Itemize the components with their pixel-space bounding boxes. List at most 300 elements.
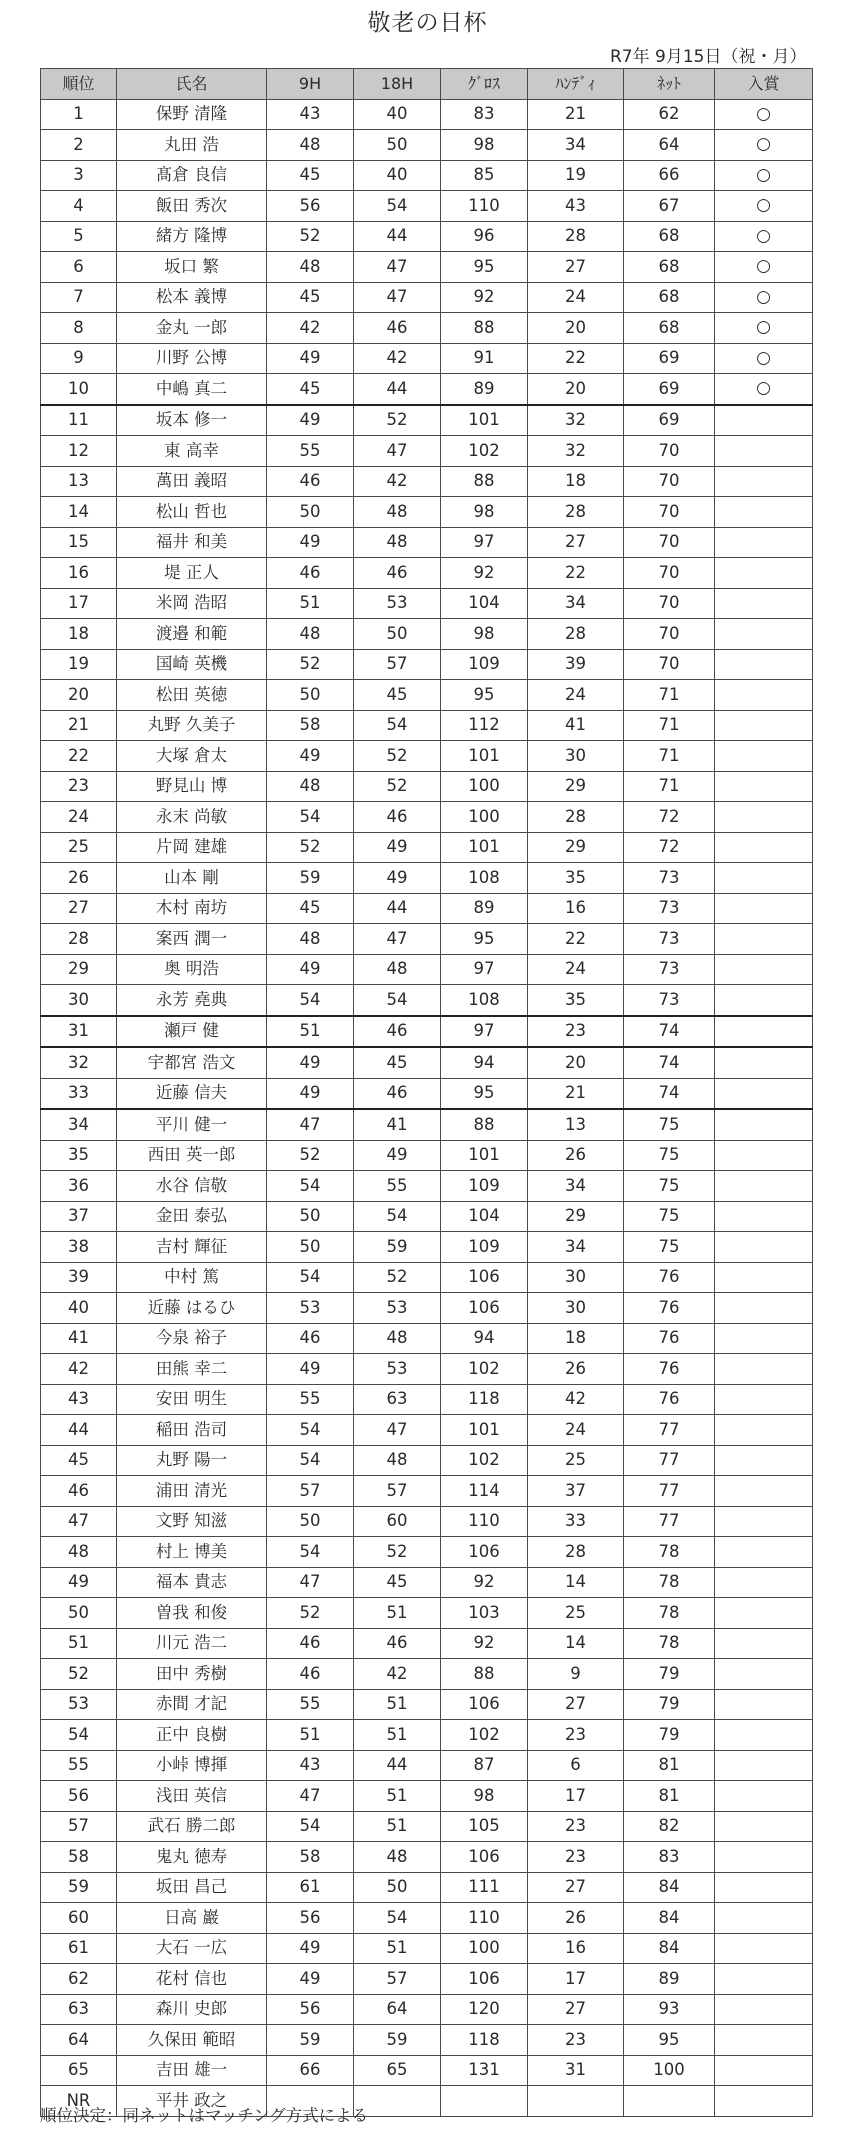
cell-handicap: 28 [528,802,624,833]
cell-name: 山本 剛 [117,863,267,894]
cell-rank: 33 [41,1078,117,1109]
table-row [41,497,813,528]
cell-gross: 95 [441,680,528,711]
cell-18h: 42 [354,1659,441,1690]
cell-18h: 45 [354,1047,441,1078]
cell-net: 71 [624,741,715,772]
cell-rank: 63 [41,1994,117,2025]
cell-18h: 40 [354,160,441,191]
cell-prize: ○ [715,252,813,283]
cell-name: 西田 英一郎 [117,1140,267,1171]
cell-18h: 44 [354,1750,441,1781]
cell-rank: 49 [41,1567,117,1598]
cell-9h: 45 [267,374,354,405]
cell-prize [715,588,813,619]
cell-gross: 112 [441,710,528,741]
cell-9h: 55 [267,436,354,467]
cell-18h: 60 [354,1506,441,1537]
cell-prize [715,1842,813,1873]
cell-name: 川元 浩二 [117,1628,267,1659]
cell-gross: 92 [441,282,528,313]
cell-net: 70 [624,558,715,589]
cell-gross: 101 [441,405,528,436]
cell-rank: 35 [41,1140,117,1171]
cell-gross: 94 [441,1323,528,1354]
cell-rank: NR [41,2086,117,2117]
cell-handicap: 28 [528,619,624,650]
cell-name: 福井 和美 [117,527,267,558]
cell-net: 70 [624,497,715,528]
cell-18h: 48 [354,1323,441,1354]
cell-gross: 106 [441,1842,528,1873]
table-row [41,1537,813,1568]
cell-name: 金田 泰弘 [117,1201,267,1232]
cell-net: 95 [624,2025,715,2056]
cell-name: 平川 健一 [117,1109,267,1140]
cell-name: 曽我 和俊 [117,1598,267,1629]
cell-net: 68 [624,252,715,283]
cell-9h: 47 [267,1567,354,1598]
table-row [41,954,813,985]
cell-handicap: 30 [528,1262,624,1293]
table-row [41,1171,813,1202]
cell-net: 69 [624,374,715,405]
cell-rank: 5 [41,221,117,252]
cell-handicap: 39 [528,649,624,680]
cell-name: 浦田 清光 [117,1476,267,1507]
cell-18h: 44 [354,221,441,252]
cell-name: 大塚 倉太 [117,741,267,772]
cell-gross: 97 [441,1016,528,1048]
cell-gross: 109 [441,1232,528,1263]
cell-gross: 92 [441,1628,528,1659]
cell-9h: 55 [267,1384,354,1415]
table-row [41,924,813,955]
table-header-row [41,69,813,100]
cell-18h: 54 [354,1201,441,1232]
cell-9h: 57 [267,1476,354,1507]
cell-handicap: 20 [528,1047,624,1078]
table-row [41,343,813,374]
table-row [41,1109,813,1140]
cell-9h: 43 [267,99,354,130]
cell-18h: 47 [354,282,441,313]
cell-handicap: 34 [528,1232,624,1263]
cell-net: 69 [624,343,715,374]
cell-gross: 101 [441,1140,528,1171]
table-row [41,252,813,283]
cell-18h: 52 [354,1537,441,1568]
cell-gross: 88 [441,313,528,344]
cell-9h: 49 [267,1354,354,1385]
cell-prize [715,1811,813,1842]
cell-net: 75 [624,1232,715,1263]
cell-prize [715,527,813,558]
cell-handicap: 23 [528,2025,624,2056]
cell-prize: ○ [715,282,813,313]
table-row [41,130,813,161]
cell-prize: ○ [715,130,813,161]
cell-18h: 42 [354,343,441,374]
cell-9h: 54 [267,1262,354,1293]
cell-net: 73 [624,985,715,1016]
cell-gross: 100 [441,802,528,833]
header-9h: 9H [267,69,354,100]
cell-net: 74 [624,1047,715,1078]
cell-net: 79 [624,1689,715,1720]
table-row [41,1994,813,2025]
cell-18h: 53 [354,1354,441,1385]
cell-handicap: 27 [528,527,624,558]
cell-name: 金丸 一郎 [117,313,267,344]
cell-18h: 54 [354,710,441,741]
cell-9h: 54 [267,1415,354,1446]
cell-rank: 34 [41,1109,117,1140]
cell-rank: 11 [41,405,117,436]
cell-gross: 104 [441,1201,528,1232]
cell-name: 永芳 堯典 [117,985,267,1016]
cell-prize [715,405,813,436]
cell-name: 田中 秀樹 [117,1659,267,1690]
cell-net: 72 [624,832,715,863]
cell-net [624,2086,715,2117]
cell-18h: 57 [354,1476,441,1507]
table-row [41,680,813,711]
table-row [41,1078,813,1109]
cell-net: 84 [624,1903,715,1934]
cell-18h: 64 [354,1994,441,2025]
cell-rank: 32 [41,1047,117,1078]
cell-prize [715,1445,813,1476]
cell-handicap: 17 [528,1964,624,1995]
cell-net: 68 [624,313,715,344]
cell-18h: 50 [354,1872,441,1903]
cell-9h: 52 [267,649,354,680]
cell-gross: 98 [441,619,528,650]
cell-net: 68 [624,221,715,252]
cell-handicap: 22 [528,343,624,374]
cell-rank: 3 [41,160,117,191]
header-rank: 順位 [41,69,117,100]
cell-gross: 103 [441,1598,528,1629]
cell-9h: 49 [267,343,354,374]
cell-name: 中嶋 真二 [117,374,267,405]
cell-rank: 8 [41,313,117,344]
cell-name: 松山 哲也 [117,497,267,528]
cell-handicap: 26 [528,1354,624,1385]
cell-name: 堤 正人 [117,558,267,589]
cell-gross: 101 [441,832,528,863]
cell-handicap: 6 [528,1750,624,1781]
cell-18h: 54 [354,985,441,1016]
cell-prize [715,619,813,650]
cell-prize [715,1109,813,1140]
cell-gross: 131 [441,2055,528,2086]
table-row [41,99,813,130]
cell-9h: 45 [267,282,354,313]
cell-prize [715,466,813,497]
cell-18h: 51 [354,1598,441,1629]
cell-handicap: 18 [528,1323,624,1354]
cell-18h: 49 [354,832,441,863]
cell-prize [715,802,813,833]
cell-name: 東 高幸 [117,436,267,467]
cell-net: 77 [624,1445,715,1476]
cell-9h: 50 [267,1506,354,1537]
cell-gross: 110 [441,1903,528,1934]
cell-9h: 49 [267,527,354,558]
cell-net: 62 [624,99,715,130]
cell-gross: 87 [441,1750,528,1781]
cell-net: 73 [624,893,715,924]
cell-gross: 88 [441,466,528,497]
table-row [41,832,813,863]
cell-net: 84 [624,1933,715,1964]
cell-handicap: 26 [528,1140,624,1171]
cell-prize [715,1689,813,1720]
table-row [41,1903,813,1934]
cell-gross: 101 [441,1415,528,1446]
table-row [41,710,813,741]
cell-9h: 49 [267,741,354,772]
cell-18h: 46 [354,1016,441,1048]
cell-gross: 105 [441,1811,528,1842]
cell-prize [715,1598,813,1629]
cell-18h: 59 [354,1232,441,1263]
cell-prize [715,771,813,802]
cell-handicap: 30 [528,741,624,772]
cell-rank: 6 [41,252,117,283]
cell-rank: 12 [41,436,117,467]
cell-handicap: 28 [528,497,624,528]
cell-net: 83 [624,1842,715,1873]
cell-net: 79 [624,1720,715,1751]
cell-18h: 51 [354,1781,441,1812]
cell-9h: 54 [267,985,354,1016]
cell-net: 75 [624,1140,715,1171]
cell-name: 松田 英徳 [117,680,267,711]
cell-rank: 19 [41,649,117,680]
table-row [41,741,813,772]
cell-gross: 118 [441,2025,528,2056]
header-gross: ｸﾞﾛｽ [441,69,528,100]
table-row [41,313,813,344]
cell-18h: 42 [354,466,441,497]
table-row [41,1842,813,1873]
table-row [41,1506,813,1537]
cell-name: 坂口 繁 [117,252,267,283]
cell-handicap: 42 [528,1384,624,1415]
cell-name: 近藤 はるひ [117,1293,267,1324]
cell-rank: 29 [41,954,117,985]
cell-18h: 55 [354,1171,441,1202]
cell-net: 75 [624,1109,715,1140]
cell-handicap: 25 [528,1445,624,1476]
table-row [41,436,813,467]
cell-gross: 96 [441,221,528,252]
table-row [41,1262,813,1293]
cell-gross: 108 [441,863,528,894]
cell-prize: ○ [715,160,813,191]
cell-9h: 58 [267,1842,354,1873]
cell-9h: 54 [267,1171,354,1202]
cell-rank: 7 [41,282,117,313]
cell-18h: 57 [354,649,441,680]
cell-rank: 13 [41,466,117,497]
cell-gross: 88 [441,1109,528,1140]
cell-handicap: 27 [528,252,624,283]
cell-18h: 57 [354,1964,441,1995]
cell-prize [715,2025,813,2056]
cell-rank: 26 [41,863,117,894]
cell-handicap: 21 [528,99,624,130]
table-row [41,1811,813,1842]
cell-9h: 48 [267,130,354,161]
cell-net: 77 [624,1415,715,1446]
cell-18h: 51 [354,1811,441,1842]
cell-handicap: 27 [528,1872,624,1903]
cell-rank: 31 [41,1016,117,1048]
table-row [41,282,813,313]
cell-18h: 48 [354,497,441,528]
cell-gross: 118 [441,1384,528,1415]
cell-prize [715,1232,813,1263]
cell-9h: 45 [267,160,354,191]
table-row [41,1659,813,1690]
cell-18h: 54 [354,191,441,222]
cell-rank: 21 [41,710,117,741]
cell-18h: 52 [354,741,441,772]
cell-name: 浅田 英信 [117,1781,267,1812]
cell-handicap: 41 [528,710,624,741]
cell-name: 永末 尚敏 [117,802,267,833]
cell-name: 瀬戸 健 [117,1016,267,1048]
cell-name: 稲田 浩司 [117,1415,267,1446]
table-row [41,1016,813,1048]
cell-prize [715,1171,813,1202]
cell-name: 水谷 信敬 [117,1171,267,1202]
cell-9h: 54 [267,1537,354,1568]
results-table [40,68,813,2117]
cell-prize: ○ [715,343,813,374]
cell-rank: 56 [41,1781,117,1812]
cell-9h: 49 [267,1047,354,1078]
cell-9h: 46 [267,1323,354,1354]
table-row [41,2025,813,2056]
cell-rank: 43 [41,1384,117,1415]
cell-18h: 45 [354,1567,441,1598]
cell-prize [715,924,813,955]
cell-net: 77 [624,1506,715,1537]
cell-prize [715,1903,813,1934]
cell-name: 木村 南坊 [117,893,267,924]
cell-net: 75 [624,1171,715,1202]
table-row [41,1628,813,1659]
cell-gross: 88 [441,1659,528,1690]
cell-net: 66 [624,160,715,191]
cell-name: 吉田 雄一 [117,2055,267,2086]
cell-rank: 52 [41,1659,117,1690]
cell-handicap: 14 [528,1567,624,1598]
cell-gross: 97 [441,527,528,558]
cell-name: 今泉 裕子 [117,1323,267,1354]
cell-gross: 98 [441,1781,528,1812]
cell-name: 保野 清隆 [117,99,267,130]
cell-18h: 47 [354,436,441,467]
table-row [41,405,813,436]
cell-prize [715,1720,813,1751]
cell-prize [715,1047,813,1078]
table-row [41,466,813,497]
cell-name: 片岡 建雄 [117,832,267,863]
table-row [41,802,813,833]
cell-net: 70 [624,649,715,680]
cell-9h: 61 [267,1872,354,1903]
cell-name: 丸野 久美子 [117,710,267,741]
cell-gross: 100 [441,771,528,802]
cell-prize [715,832,813,863]
cell-18h: 52 [354,405,441,436]
page-title: 敬老の日杯 [367,10,488,36]
cell-gross: 92 [441,558,528,589]
cell-9h: 52 [267,1598,354,1629]
cell-handicap: 21 [528,1078,624,1109]
table-row [41,1354,813,1385]
cell-18h: 51 [354,1720,441,1751]
cell-gross: 95 [441,1078,528,1109]
cell-name: 森川 史郎 [117,1994,267,2025]
table-row [41,1201,813,1232]
cell-gross: 102 [441,1354,528,1385]
cell-handicap: 19 [528,160,624,191]
cell-18h: 51 [354,1689,441,1720]
table-row [41,1232,813,1263]
cell-rank: 47 [41,1506,117,1537]
table-row [41,1384,813,1415]
cell-9h: 56 [267,1994,354,2025]
table-row [41,649,813,680]
cell-name: 久保田 範昭 [117,2025,267,2056]
cell-net: 76 [624,1293,715,1324]
cell-rank: 27 [41,893,117,924]
cell-net: 70 [624,527,715,558]
cell-name: 日高 巖 [117,1903,267,1934]
cell-gross: 102 [441,1720,528,1751]
cell-handicap: 43 [528,191,624,222]
cell-prize [715,1201,813,1232]
cell-rank: 39 [41,1262,117,1293]
cell-name: 武石 勝二郎 [117,1811,267,1842]
cell-handicap: 23 [528,1016,624,1048]
cell-prize [715,1537,813,1568]
cell-handicap: 30 [528,1293,624,1324]
cell-rank: 36 [41,1171,117,1202]
cell-net: 70 [624,466,715,497]
cell-name: 文野 知滋 [117,1506,267,1537]
table-row [41,588,813,619]
cell-rank: 62 [41,1964,117,1995]
table-row [41,985,813,1016]
cell-gross: 101 [441,741,528,772]
cell-handicap: 24 [528,282,624,313]
cell-9h: 59 [267,2025,354,2056]
cell-name: 坂本 修一 [117,405,267,436]
cell-name: 案西 潤一 [117,924,267,955]
table-row [41,1323,813,1354]
cell-rank: 54 [41,1720,117,1751]
cell-9h: 59 [267,863,354,894]
cell-handicap: 13 [528,1109,624,1140]
